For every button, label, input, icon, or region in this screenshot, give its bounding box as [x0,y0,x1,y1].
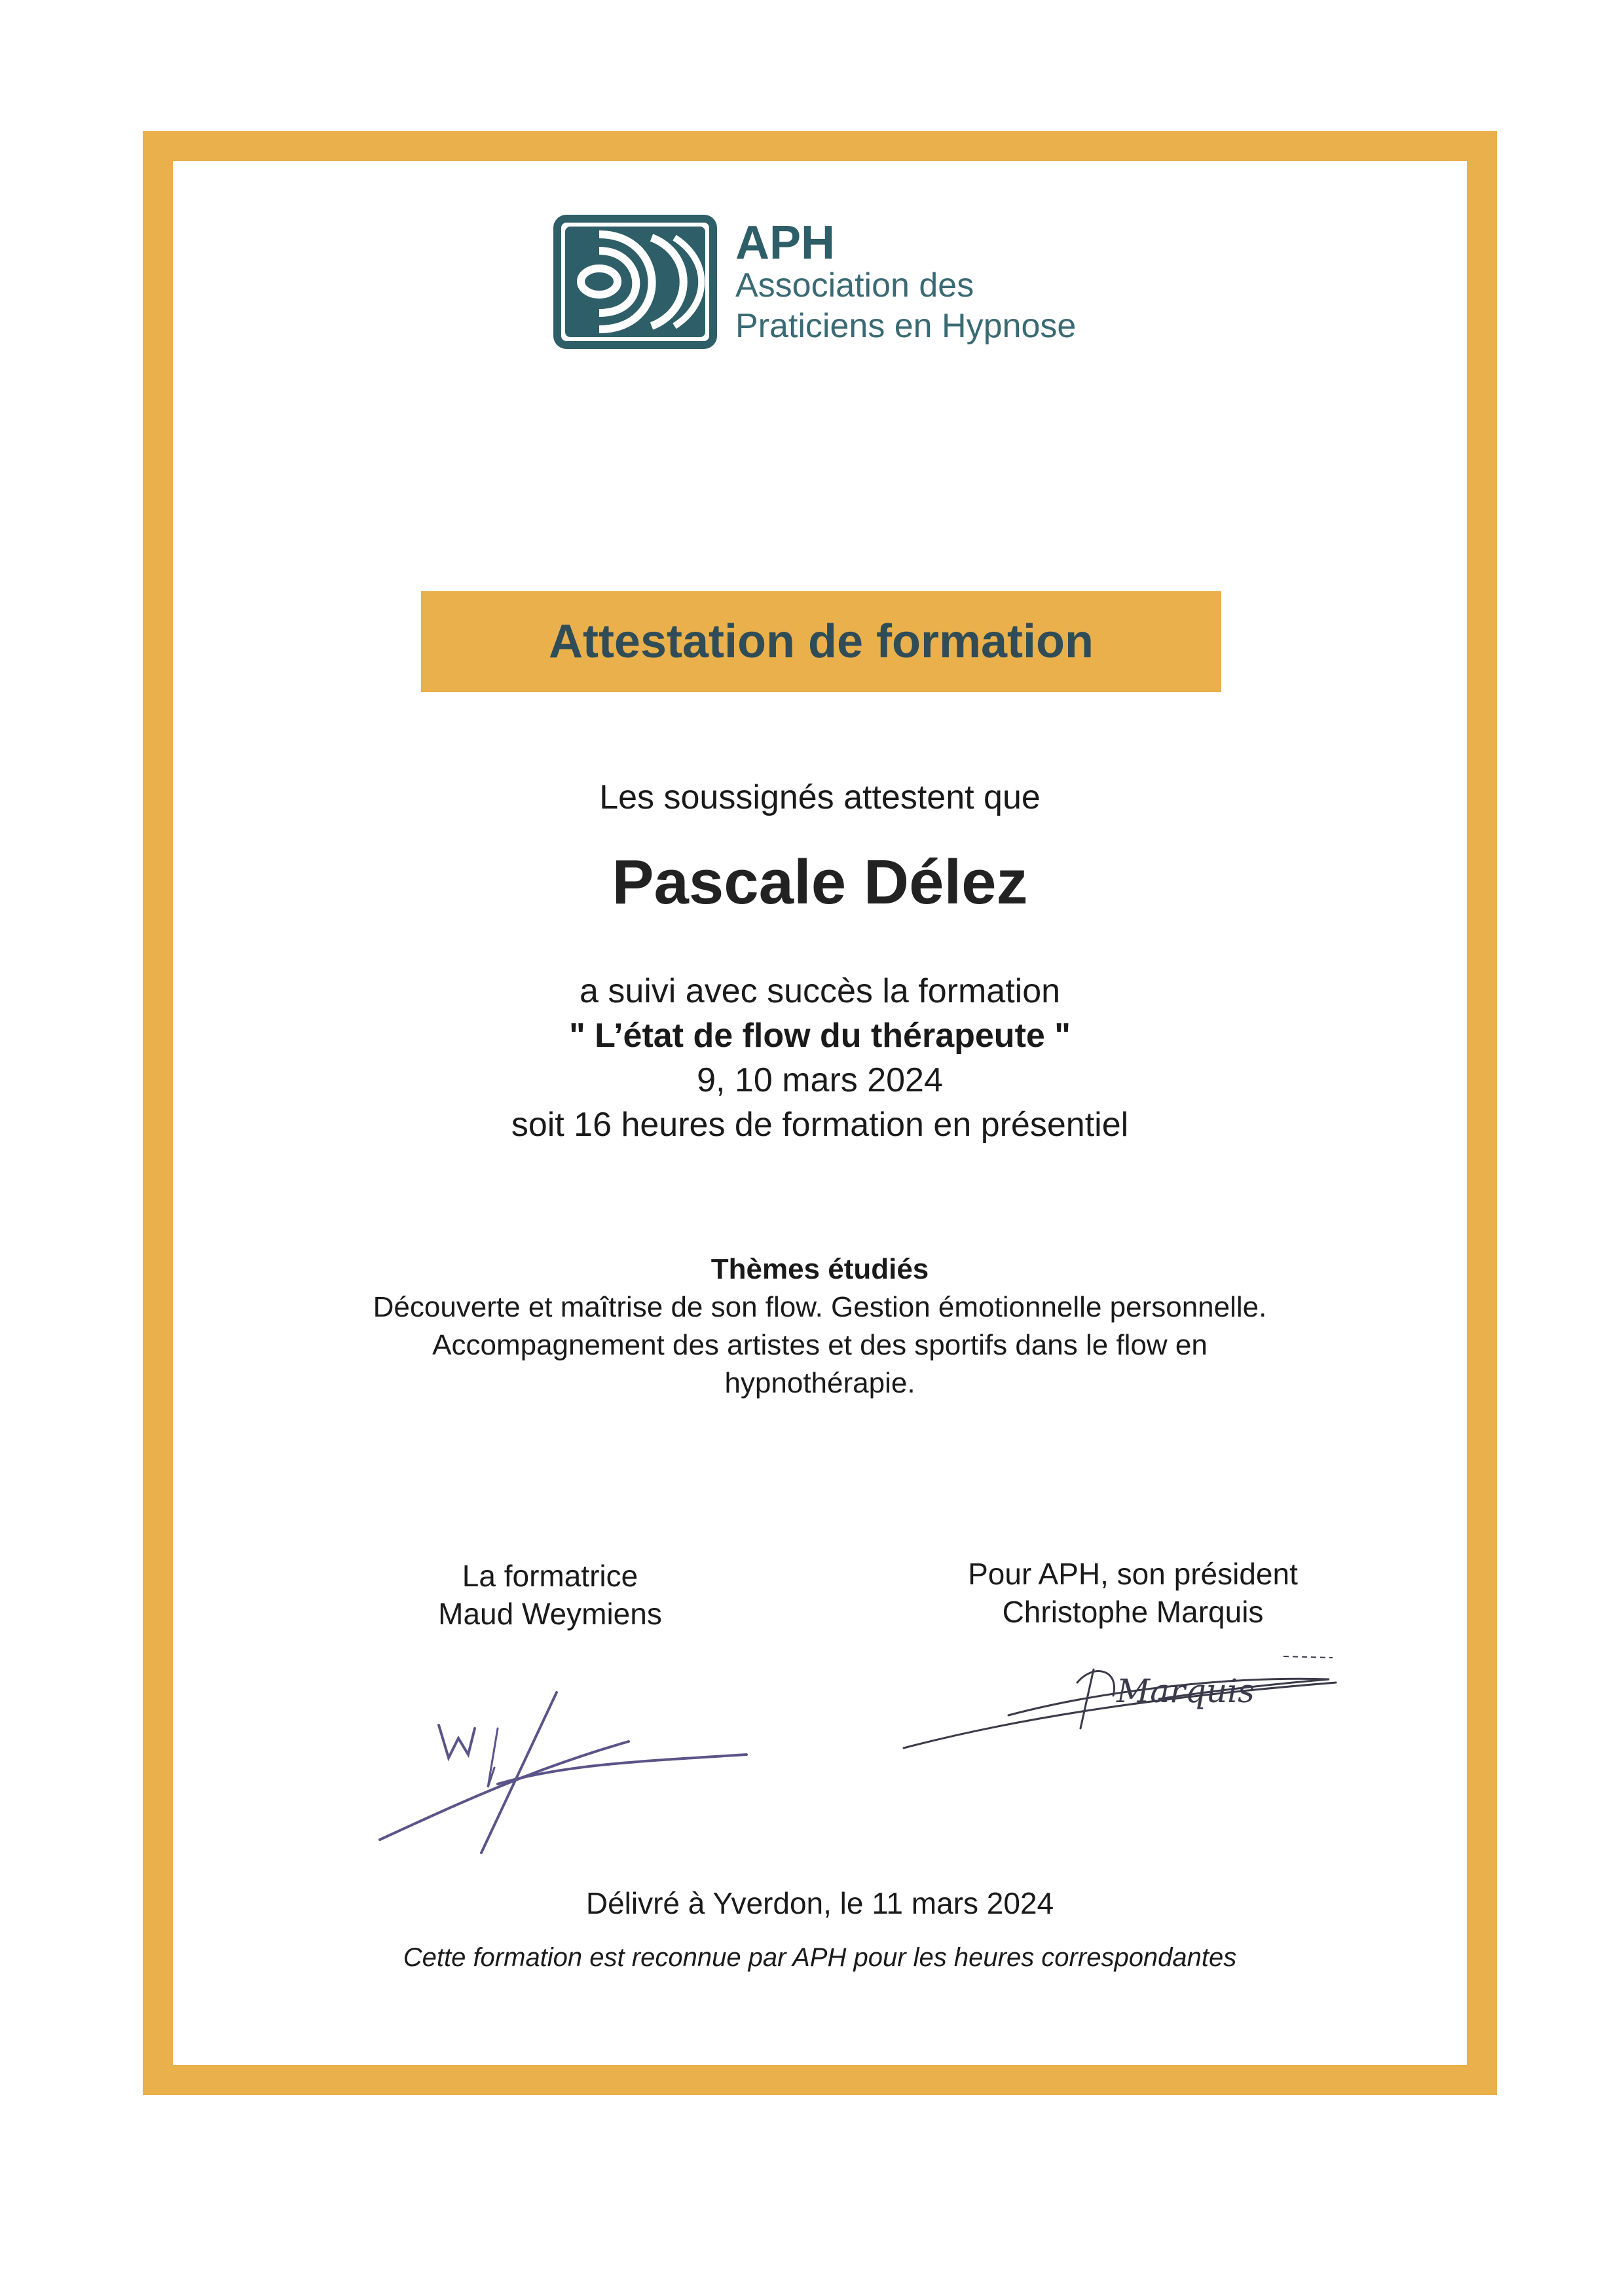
themes-section [143,1250,1497,1402]
themes-heading: Thèmes étudiés [710,1253,929,1285]
president-signatory [904,1555,1362,1631]
course-title: " L’état de flow du thérapeute " [569,1017,1071,1055]
logo-association-name [735,265,1076,346]
logo-abbreviation: APH [735,217,836,269]
intro-text: Les soussignés attestent que [599,778,1041,816]
themes-line3: hypnothérapie. [724,1367,915,1399]
president-name: Christophe Marquis [1002,1595,1264,1629]
president-role: Pour APH, son président [968,1557,1298,1591]
trainer-signature [367,1689,760,1859]
themes-line1: Découverte et maîtrise de son flow. Gestion émotionnelle personnelle. [373,1291,1267,1323]
recognition-note: Cette formation est reconnue par APH pour les heures correspondantes [403,1943,1237,1972]
course-line1: a suivi avec succès la formation [579,972,1061,1010]
issue-place-date: Délivré à Yverdon, le 11 mars 2024 [585,1886,1054,1920]
logo-name-line2: Praticiens en Hypnose [735,307,1077,345]
course-dates: 9, 10 mars 2024 [697,1061,943,1099]
logo-name-line1: Association des [735,266,974,304]
course-hours: soit 16 heures de formation en présentiel [511,1106,1129,1144]
document-title: Attestation de formation [548,615,1094,668]
trainer-role: La formatrice [462,1559,638,1593]
president-signature-text: Marquis [1116,1672,1255,1710]
course-details [143,969,1497,1147]
aph-logo-icon [553,215,717,349]
title-banner [421,591,1221,692]
trainer-name: Maud Weymiens [438,1597,662,1631]
trainer-signatory [321,1557,779,1633]
participant-name: Pascale Délez [612,847,1028,917]
president-signature [897,1643,1342,1761]
themes-line2: Accompagnement des artistes et des sportifs dans le flow en [432,1329,1208,1361]
